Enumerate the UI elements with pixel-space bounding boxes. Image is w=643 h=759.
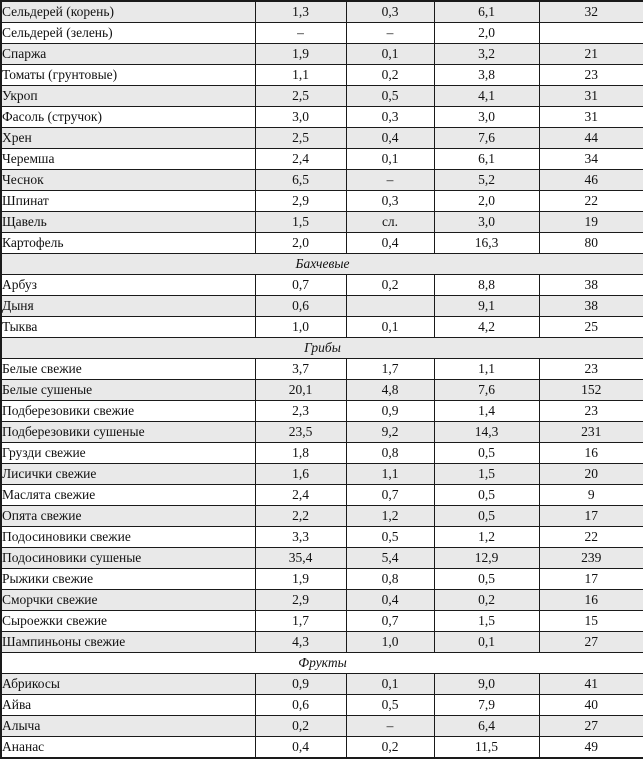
table-row xyxy=(1,737,643,759)
value-cell: 9,0 xyxy=(434,674,539,695)
table-row xyxy=(1,695,643,716)
food-name-cell: Шпинат xyxy=(1,191,255,212)
value-cell: 2,5 xyxy=(255,86,346,107)
food-name-cell: Сельдерей (корень) xyxy=(1,1,255,23)
value-cell: 2,9 xyxy=(255,191,346,212)
value-cell: 44 xyxy=(539,128,643,149)
food-name-cell: Подберезовики свежие xyxy=(1,401,255,422)
value-cell: 4,3 xyxy=(255,632,346,653)
section-row xyxy=(1,338,643,359)
food-name-cell: Лисички свежие xyxy=(1,464,255,485)
value-cell: 2,4 xyxy=(255,485,346,506)
value-cell: 1,5 xyxy=(255,212,346,233)
table-row xyxy=(1,149,643,170)
value-cell: 1,6 xyxy=(255,464,346,485)
value-cell: 31 xyxy=(539,107,643,128)
table-row xyxy=(1,23,643,44)
value-cell: 22 xyxy=(539,191,643,212)
table-row xyxy=(1,233,643,254)
food-name-cell: Хрен xyxy=(1,128,255,149)
value-cell: 34 xyxy=(539,149,643,170)
value-cell: 0,8 xyxy=(346,443,434,464)
value-cell: 1,1 xyxy=(255,65,346,86)
value-cell: 11,5 xyxy=(434,737,539,759)
value-cell: 25 xyxy=(539,317,643,338)
value-cell: 3,7 xyxy=(255,359,346,380)
value-cell: 0,6 xyxy=(255,296,346,317)
value-cell: 6,4 xyxy=(434,716,539,737)
value-cell: 4,1 xyxy=(434,86,539,107)
value-cell: 1,5 xyxy=(434,464,539,485)
value-cell: 1,7 xyxy=(255,611,346,632)
value-cell: 16 xyxy=(539,590,643,611)
value-cell: 0,2 xyxy=(255,716,346,737)
value-cell: 23,5 xyxy=(255,422,346,443)
value-cell: 0,2 xyxy=(346,275,434,296)
food-name-cell: Подосиновики свежие xyxy=(1,527,255,548)
value-cell: 0,1 xyxy=(434,632,539,653)
value-cell: 2,5 xyxy=(255,128,346,149)
value-cell: 41 xyxy=(539,674,643,695)
value-cell: 0,4 xyxy=(255,737,346,759)
value-cell: – xyxy=(346,716,434,737)
food-name-cell: Абрикосы xyxy=(1,674,255,695)
value-cell: 4,8 xyxy=(346,380,434,401)
table-row xyxy=(1,191,643,212)
food-name-cell: Томаты (грунтовые) xyxy=(1,65,255,86)
section-row xyxy=(1,653,643,674)
value-cell: 0,4 xyxy=(346,128,434,149)
value-cell: 6,1 xyxy=(434,149,539,170)
value-cell: 1,7 xyxy=(346,359,434,380)
value-cell: 32 xyxy=(539,1,643,23)
table-row xyxy=(1,464,643,485)
value-cell: 16 xyxy=(539,443,643,464)
table-row xyxy=(1,296,643,317)
value-cell: 152 xyxy=(539,380,643,401)
value-cell: 38 xyxy=(539,275,643,296)
value-cell: 0,1 xyxy=(346,149,434,170)
value-cell: 12,9 xyxy=(434,548,539,569)
value-cell: 0,5 xyxy=(434,485,539,506)
value-cell: 0,5 xyxy=(346,86,434,107)
value-cell: 9,1 xyxy=(434,296,539,317)
value-cell: 17 xyxy=(539,569,643,590)
table-row xyxy=(1,506,643,527)
value-cell: 7,9 xyxy=(434,695,539,716)
value-cell: 9,2 xyxy=(346,422,434,443)
section-label: Грибы xyxy=(1,338,643,359)
food-name-cell: Белые сушеные xyxy=(1,380,255,401)
value-cell: 1,0 xyxy=(346,632,434,653)
value-cell xyxy=(346,296,434,317)
value-cell: 1,3 xyxy=(255,1,346,23)
value-cell: 0,3 xyxy=(346,191,434,212)
value-cell: 0,7 xyxy=(346,485,434,506)
value-cell: 1,2 xyxy=(346,506,434,527)
food-name-cell: Подосиновики сушеные xyxy=(1,548,255,569)
value-cell: 0,1 xyxy=(346,317,434,338)
food-name-cell: Черемша xyxy=(1,149,255,170)
value-cell: 1,0 xyxy=(255,317,346,338)
table-row xyxy=(1,716,643,737)
section-row xyxy=(1,254,643,275)
food-name-cell: Подберезовики сушеные xyxy=(1,422,255,443)
value-cell: 0,5 xyxy=(434,506,539,527)
value-cell: 6,1 xyxy=(434,1,539,23)
value-cell: 231 xyxy=(539,422,643,443)
value-cell: 7,6 xyxy=(434,380,539,401)
value-cell: 2,0 xyxy=(434,191,539,212)
value-cell: 2,2 xyxy=(255,506,346,527)
value-cell: 0,4 xyxy=(346,233,434,254)
value-cell: 3,8 xyxy=(434,65,539,86)
table-row xyxy=(1,107,643,128)
value-cell: 5,4 xyxy=(346,548,434,569)
table-row xyxy=(1,548,643,569)
value-cell: 0,5 xyxy=(346,527,434,548)
food-name-cell: Айва xyxy=(1,695,255,716)
table-row xyxy=(1,401,643,422)
value-cell: 0,5 xyxy=(434,569,539,590)
value-cell: 1,8 xyxy=(255,443,346,464)
table-row xyxy=(1,212,643,233)
value-cell: 35,4 xyxy=(255,548,346,569)
value-cell: 1,2 xyxy=(434,527,539,548)
food-name-cell: Рыжики свежие xyxy=(1,569,255,590)
value-cell: 4,2 xyxy=(434,317,539,338)
value-cell: 0,8 xyxy=(346,569,434,590)
table-row xyxy=(1,128,643,149)
value-cell: сл. xyxy=(346,212,434,233)
value-cell: 0,6 xyxy=(255,695,346,716)
table-row xyxy=(1,422,643,443)
food-name-cell: Картофель xyxy=(1,233,255,254)
table-row xyxy=(1,275,643,296)
value-cell: 23 xyxy=(539,359,643,380)
value-cell: 21 xyxy=(539,44,643,65)
value-cell: 22 xyxy=(539,527,643,548)
value-cell: 0,4 xyxy=(346,590,434,611)
nutrition-table-body xyxy=(1,1,643,758)
value-cell: 3,0 xyxy=(434,212,539,233)
table-row xyxy=(1,317,643,338)
value-cell: 49 xyxy=(539,737,643,759)
value-cell: 1,1 xyxy=(434,359,539,380)
section-label: Бахчевые xyxy=(1,254,643,275)
value-cell: 2,0 xyxy=(255,233,346,254)
value-cell: 1,9 xyxy=(255,569,346,590)
value-cell: 23 xyxy=(539,401,643,422)
food-name-cell: Фасоль (стручок) xyxy=(1,107,255,128)
value-cell: 0,7 xyxy=(255,275,346,296)
value-cell: 2,4 xyxy=(255,149,346,170)
value-cell: 3,0 xyxy=(255,107,346,128)
value-cell: 2,0 xyxy=(434,23,539,44)
value-cell: – xyxy=(346,23,434,44)
food-name-cell: Ананас xyxy=(1,737,255,759)
value-cell: 1,5 xyxy=(434,611,539,632)
value-cell: 6,5 xyxy=(255,170,346,191)
table-row xyxy=(1,632,643,653)
value-cell: 14,3 xyxy=(434,422,539,443)
table-row xyxy=(1,590,643,611)
value-cell: 5,2 xyxy=(434,170,539,191)
value-cell: 27 xyxy=(539,716,643,737)
food-name-cell: Укроп xyxy=(1,86,255,107)
value-cell: 1,4 xyxy=(434,401,539,422)
table-row xyxy=(1,443,643,464)
value-cell: 2,9 xyxy=(255,590,346,611)
food-name-cell: Чеснок xyxy=(1,170,255,191)
value-cell: 0,9 xyxy=(346,401,434,422)
table-row xyxy=(1,359,643,380)
value-cell: 3,3 xyxy=(255,527,346,548)
value-cell: – xyxy=(346,170,434,191)
value-cell: 7,6 xyxy=(434,128,539,149)
section-label: Фрукты xyxy=(1,653,643,674)
value-cell: – xyxy=(255,23,346,44)
food-name-cell: Тыква xyxy=(1,317,255,338)
table-row xyxy=(1,65,643,86)
value-cell: 16,3 xyxy=(434,233,539,254)
table-row xyxy=(1,380,643,401)
value-cell: 38 xyxy=(539,296,643,317)
value-cell: 23 xyxy=(539,65,643,86)
value-cell: 9 xyxy=(539,485,643,506)
value-cell: 40 xyxy=(539,695,643,716)
value-cell: 0,5 xyxy=(434,443,539,464)
table-row xyxy=(1,569,643,590)
food-name-cell: Дыня xyxy=(1,296,255,317)
value-cell: 0,9 xyxy=(255,674,346,695)
value-cell: 27 xyxy=(539,632,643,653)
value-cell: 0,3 xyxy=(346,107,434,128)
value-cell: 2,3 xyxy=(255,401,346,422)
food-name-cell: Маслята свежие xyxy=(1,485,255,506)
food-name-cell: Грузди свежие xyxy=(1,443,255,464)
value-cell: 31 xyxy=(539,86,643,107)
table-row xyxy=(1,86,643,107)
value-cell: 20 xyxy=(539,464,643,485)
food-name-cell: Спаржа xyxy=(1,44,255,65)
food-name-cell: Алыча xyxy=(1,716,255,737)
value-cell: 3,2 xyxy=(434,44,539,65)
value-cell: 15 xyxy=(539,611,643,632)
value-cell: 0,7 xyxy=(346,611,434,632)
value-cell: 0,2 xyxy=(434,590,539,611)
value-cell: 8,8 xyxy=(434,275,539,296)
food-name-cell: Щавель xyxy=(1,212,255,233)
value-cell xyxy=(539,23,643,44)
value-cell: 0,2 xyxy=(346,737,434,759)
value-cell: 0,1 xyxy=(346,44,434,65)
food-name-cell: Сельдерей (зелень) xyxy=(1,23,255,44)
table-row xyxy=(1,485,643,506)
table-row xyxy=(1,1,643,23)
value-cell: 3,0 xyxy=(434,107,539,128)
value-cell: 17 xyxy=(539,506,643,527)
value-cell: 20,1 xyxy=(255,380,346,401)
table-row xyxy=(1,170,643,191)
food-name-cell: Сморчки свежие xyxy=(1,590,255,611)
value-cell: 1,1 xyxy=(346,464,434,485)
food-name-cell: Арбуз xyxy=(1,275,255,296)
table-row xyxy=(1,611,643,632)
value-cell: 1,9 xyxy=(255,44,346,65)
value-cell: 0,1 xyxy=(346,674,434,695)
food-name-cell: Шампиньоны свежие xyxy=(1,632,255,653)
table-row xyxy=(1,674,643,695)
value-cell: 239 xyxy=(539,548,643,569)
food-name-cell: Белые свежие xyxy=(1,359,255,380)
value-cell: 0,5 xyxy=(346,695,434,716)
value-cell: 46 xyxy=(539,170,643,191)
table-row xyxy=(1,44,643,65)
value-cell: 19 xyxy=(539,212,643,233)
value-cell: 80 xyxy=(539,233,643,254)
food-name-cell: Сыроежки свежие xyxy=(1,611,255,632)
value-cell: 0,2 xyxy=(346,65,434,86)
food-name-cell: Опята свежие xyxy=(1,506,255,527)
table-row xyxy=(1,527,643,548)
value-cell: 0,3 xyxy=(346,1,434,23)
